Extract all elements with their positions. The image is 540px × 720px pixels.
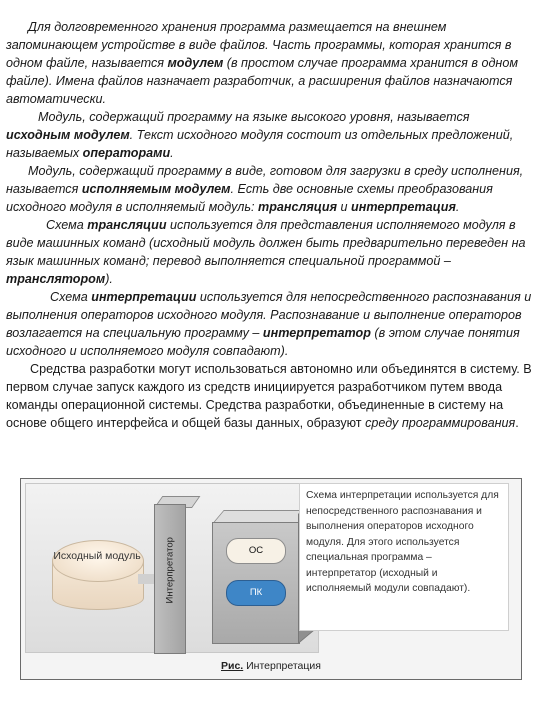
bold-term: трансляция xyxy=(258,200,337,214)
text-run: Схема xyxy=(46,218,88,232)
text-run: Модуль, содержащий программу на языке высокого уровня, называется xyxy=(38,110,470,124)
figure-caption xyxy=(221,660,321,672)
text-run: . Текст исходного модуля состоит из отдельных предложений, называемых xyxy=(6,128,514,160)
caption-text: Интерпретация xyxy=(243,660,321,672)
text-run: и xyxy=(337,200,352,214)
figure-diagram xyxy=(25,483,319,653)
bold-term: интерпретация xyxy=(351,200,456,214)
text-run: . Есть две основные схемы преобразования исходного модуля в исполняемый модуль: xyxy=(6,182,493,214)
text-run: Модуль, содержащий программу в виде, готовом для загрузки в среду исполнения, называется xyxy=(6,164,524,196)
pc-pill: ПК xyxy=(226,580,286,606)
text-run: (в простом случае программа хранится в одном файле). Имена файлов назначает разработчик, а расширения файлов назначаются автоматически. xyxy=(6,56,518,106)
paragraph-source-module xyxy=(6,108,532,162)
os-pill: ОС xyxy=(226,538,286,564)
bold-term: исходным модулем xyxy=(6,128,130,142)
paragraph-storage xyxy=(6,18,532,108)
source-module-cylinder xyxy=(52,540,142,620)
text-run: используется для непосредственного распознавания и выполнения операторов исходного модуля. Распознавание и выполнение операторов возлагается на специальную программу – xyxy=(6,290,532,340)
interpreter-label: Интерпретатор xyxy=(164,537,176,604)
italic-term: среду программирования xyxy=(365,416,516,430)
text-run: . xyxy=(170,146,174,160)
text-run: Средства разработки могут использоваться автономно или объединятся в систему. В первом случае запуск каждого из средств инициируется разработчиком путем ввода команды операционной системы. Средства разработки, объединенные в систему на основе общего интерфейса и общей базы данных, образуют xyxy=(6,362,532,430)
bold-term: транслятором xyxy=(6,272,106,286)
bold-term: исполняемым модулем xyxy=(81,182,231,196)
paragraph-executable-module xyxy=(6,162,532,216)
text-run: (в этом случае понятия исходного и исполняемого модуля совпадают). xyxy=(6,326,520,358)
bold-term: модулем xyxy=(167,56,224,70)
text-run: Схема xyxy=(50,290,92,304)
text-run: используется для представления исполняемого модуля в виде машинных команд (исходный модуль должен быть предварительно переведен на язык машинных команд; перевод выполняется специальной программой – xyxy=(6,218,526,268)
document-body xyxy=(6,18,532,432)
source-module-label: Исходный модуль xyxy=(53,550,141,562)
bold-term: интерпретации xyxy=(91,290,197,304)
figure-description: Схема интерпретации используется для непосредственного распознавания и выполнения операторов исходного модуля. Для этого используется специальная программа – интерпретатор (исходный и исполняемый модули совпадают). xyxy=(299,483,509,631)
paragraph-translation xyxy=(6,216,532,288)
bold-term: интерпретатор xyxy=(262,326,371,340)
text-run: . xyxy=(515,416,519,430)
caption-lead: Рис. xyxy=(221,660,244,672)
text-run: Для долговременного хранения программа размещается на внешнем запоминающем устройстве в виде файлов. Часть программы, которая хранится в одном файле, называется xyxy=(6,20,512,70)
bold-term: операторами xyxy=(82,146,171,160)
interpretation-figure xyxy=(20,478,522,680)
paragraph-dev-environment xyxy=(6,360,532,432)
bold-term: трансляции xyxy=(87,218,167,232)
text-run: ). xyxy=(105,272,113,286)
text-run: . xyxy=(455,200,460,214)
paragraph-interpretation xyxy=(6,288,532,360)
